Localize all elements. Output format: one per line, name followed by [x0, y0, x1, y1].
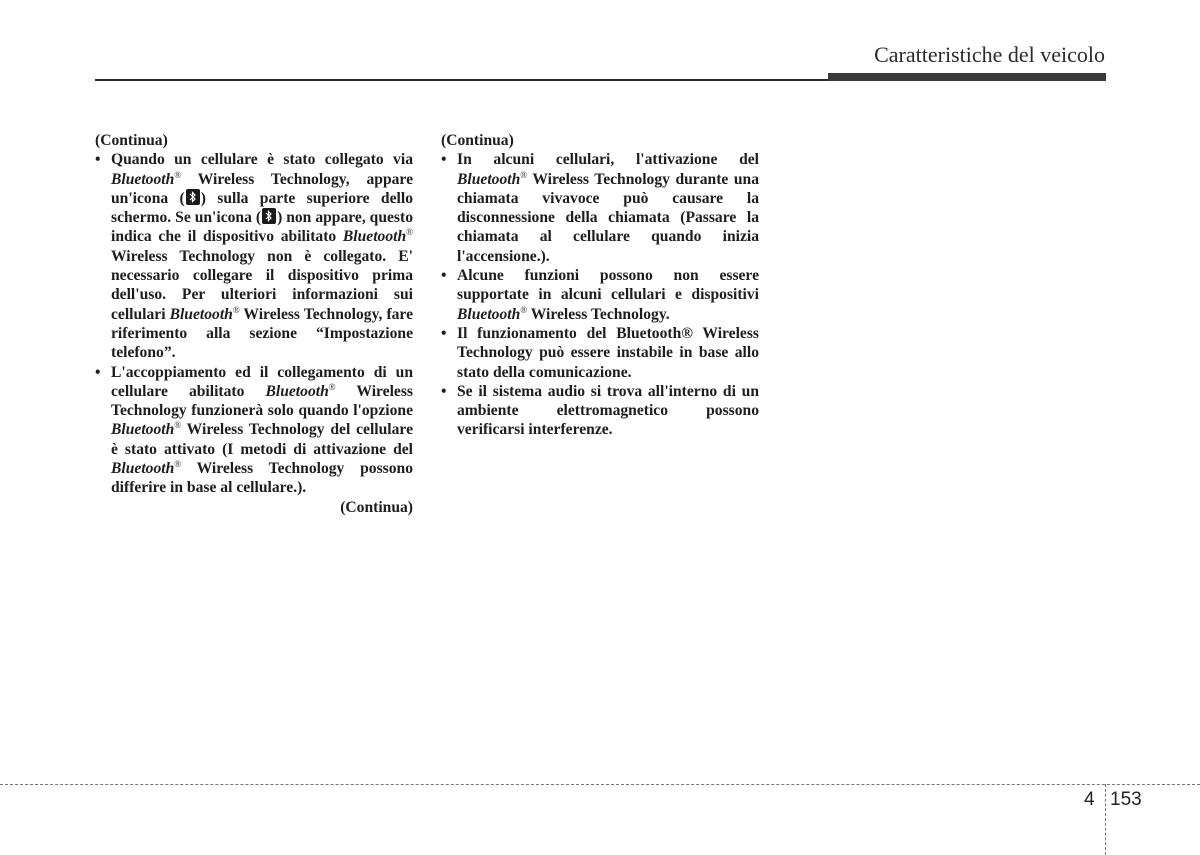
bluetooth-icon	[262, 208, 276, 224]
left-column	[95, 131, 413, 517]
continued-label: (Continua)	[340, 498, 413, 516]
header-rule-accent	[828, 73, 1106, 81]
bullet-list	[441, 150, 759, 439]
right-column	[441, 131, 759, 440]
list-item: • L'accoppiamento ed il collegamento di un cellulare abilitato Bluetooth® Wireless Technology funzionerà solo quando l'opzione Bluetooth® Wireless Technology del cellulare è stato attivato (I metodi di attivazione del Bluetooth® Wireless Technology possono differire in base al cellulare.).	[95, 363, 413, 498]
header-rule	[95, 79, 830, 81]
list-item: • Il funzionamento del Bluetooth® Wireless Technology può essere instabile in base allo stato della comunicazione.	[441, 324, 759, 382]
bluetooth-icon	[186, 189, 200, 205]
list-item: • Quando un cellulare è stato collegato via Bluetooth® Wireless Technology, appare un'icona ( ) sulla parte superiore dello schermo. Se un'icona ( ) non appare, questo indica che il dispositivo abilitato Bluetooth® Wireless Technology non è collegato. E' necessario collegare il dispositivo prima dell'uso. Per ulteriori informazioni sui cellulari Bluetooth® Wireless Technology, fare riferimento alla sezione “Impostazione telefono”.	[95, 150, 413, 362]
bullet-list	[95, 150, 413, 497]
footer-divider	[0, 784, 1200, 785]
continued-label: (Continua)	[95, 132, 168, 149]
page-number: 153	[1110, 789, 1142, 810]
list-item: • Alcune funzioni possono non essere supportate in alcuni cellulari e dispositivi Bluetooth® Wireless Technology.	[441, 266, 759, 324]
continued-label: (Continua)	[441, 132, 514, 149]
footer-divider-vertical	[1105, 784, 1106, 855]
list-item: • In alcuni cellulari, l'attivazione del Bluetooth® Wireless Technology durante una chiamata vivavoce può causare la disconnessione della chiamata (Passare la chiamata al cellulare quando inizia l'accensione.).	[441, 150, 759, 266]
chapter-number: 4	[1084, 789, 1095, 810]
list-item: • Se il sistema audio si trova all'interno di un ambiente elettromagnetico possono verificarsi interferenze.	[441, 382, 759, 440]
section-title: Caratteristiche del veicolo	[874, 42, 1105, 67]
